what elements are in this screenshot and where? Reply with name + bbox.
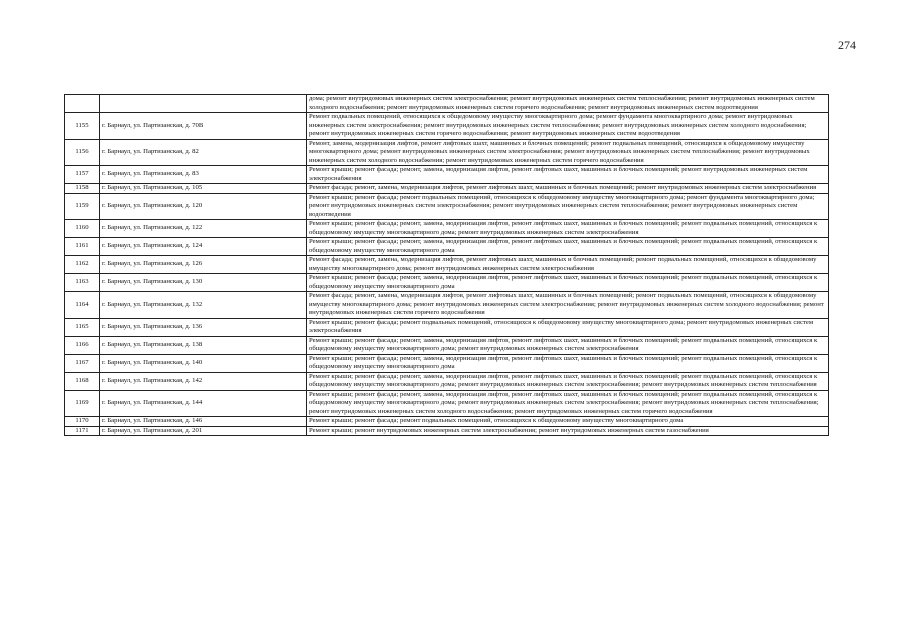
row-address: г. Барнаул, ул. Партизанская, д. 70В: [100, 113, 307, 140]
row-address: г. Барнаул, ул. Партизанская, д. 132: [100, 292, 307, 319]
row-address: г. Барнаул, ул. Партизанская, д. 140: [100, 354, 307, 372]
row-address: г. Барнаул, ул. Партизанская, д. 138: [100, 336, 307, 354]
row-address: г. Барнаул, ул. Партизанская, д. 82: [100, 139, 307, 166]
row-address: г. Барнаул, ул. Партизанская, д. 105: [100, 184, 307, 194]
row-number: 1169: [65, 390, 100, 417]
table-row: [65, 417, 829, 427]
table-row: [65, 426, 829, 436]
row-address: г. Барнаул, ул. Партизанская, д. 130: [100, 274, 307, 292]
document-table-container: [64, 94, 829, 436]
row-works: Ремонт крыши; ремонт фасада; ремонт, замена, модернизация лифтов, ремонт лифтовых шахт, машинных и блочных помещений; ремонт подвальных помещений, относящихся к общедомовому имуществу многоквартирного дома: [307, 354, 829, 372]
row-number: 1157: [65, 166, 100, 184]
table-row: [65, 390, 829, 417]
row-number: 1165: [65, 318, 100, 336]
row-number: 1162: [65, 256, 100, 274]
row-number: 1167: [65, 354, 100, 372]
table-row: [65, 193, 829, 220]
table-body: [65, 95, 829, 436]
row-works: Ремонт фасада; ремонт, замена, модернизация лифтов, ремонт лифтовых шахт, машинных и блочных помещений; ремонт внутридомовых инженерных систем электроснабжения: [307, 184, 829, 194]
row-address: г. Барнаул, ул. Партизанская, д. 144: [100, 390, 307, 417]
row-address: г. Барнаул, ул. Партизанская, д. 126: [100, 256, 307, 274]
row-works: Ремонт крыши; ремонт фасада; ремонт, замена, модернизация лифтов, ремонт лифтовых шахт, машинных и блочных помещений; ремонт подвальных помещений, относящихся к общедомовому имуществу многоквартирного дома; ремонт внутридомовых инженерных систем электроснабжения: [307, 336, 829, 354]
row-works: Ремонт крыши; ремонт внутридомовых инженерных систем электроснабжения; ремонт внутридомовых инженерных систем газоснабжения: [307, 426, 829, 436]
row-works: Ремонт фасада; ремонт, замена, модернизация лифтов, ремонт лифтовых шахт, машинных и блочных помещений; ремонт подвальных помещений, относящихся к общедомовому имуществу многоквартирного дома; ремонт внутридомовых инженерных систем электроснабжения: [307, 256, 829, 274]
row-works: Ремонт подвальных помещений, относящихся к общедомовому имуществу многоквартирного дома; ремонт фундамента многоквартирного дома; ремонт внутридомовых инженерных систем электроснабжения; ремонт внутридомовых инженерных систем теплоснабжения; ремонт внутридомовых инженерных систем холодного водоснабжения; ремонт внутридомовых инженерных систем горячего водоснабжения; ремонт внутридомовых инженерных систем водоотведения: [307, 113, 829, 140]
row-address: г. Барнаул, ул. Партизанская, д. 201: [100, 426, 307, 436]
table-row: [65, 274, 829, 292]
table-row: [65, 139, 829, 166]
row-number: 1168: [65, 372, 100, 390]
row-address: г. Барнаул, ул. Партизанская, д. 120: [100, 193, 307, 220]
row-works: дома; ремонт внутридомовых инженерных систем электроснабжения; ремонт внутридомовых инженерных систем теплоснабжения; ремонт внутридомовых инженерных систем холодного водоснабжения; ремонт внутридомовых инженерных систем горячего водоснабжения; ремонт внутридомовых инженерных систем водоотведения: [307, 95, 829, 113]
row-number: 1163: [65, 274, 100, 292]
row-address: г. Барнаул, ул. Партизанская, д. 122: [100, 220, 307, 238]
row-works: Ремонт крыши; ремонт фасада; ремонт подвальных помещений, относящихся к общедомовому имуществу многоквартирного дома; ремонт фундамента многоквартирного дома; ремонт внутридомовых инженерных систем электроснабжения; ремонт внутридомовых инженерных систем теплоснабжения; ремонт внутридомовых инженерных систем водоотведения: [307, 193, 829, 220]
row-works: Ремонт, замена, модернизация лифтов, ремонт лифтовых шахт, машинных и блочных помещений; ремонт подвальных помещений, относящихся к общедомовому имуществу многоквартирного дома; ремонт внутридомовых инженерных систем электроснабжения; ремонт внутридомовых инженерных систем теплоснабжения; ремонт внутридомовых инженерных систем холодного водоснабжения; ремонт внутридомовых инженерных систем горячего водоснабжения: [307, 139, 829, 166]
row-number: [65, 95, 100, 113]
table-row: [65, 354, 829, 372]
table-row: [65, 113, 829, 140]
table-row: [65, 292, 829, 319]
row-number: 1160: [65, 220, 100, 238]
row-works: Ремонт крыши; ремонт фасада; ремонт, замена, модернизация лифтов, ремонт лифтовых шахт, машинных и блочных помещений; ремонт подвальных помещений, относящихся к общедомовому имуществу многоквартирного дома: [307, 274, 829, 292]
table-row: [65, 220, 829, 238]
row-address: [100, 95, 307, 113]
table-row: [65, 372, 829, 390]
table-row: [65, 238, 829, 256]
table-row: [65, 166, 829, 184]
row-number: 1156: [65, 139, 100, 166]
row-address: г. Барнаул, ул. Партизанская, д. 136: [100, 318, 307, 336]
row-works: Ремонт крыши; ремонт фасада; ремонт, замена, модернизация лифтов, ремонт лифтовых шахт, машинных и блочных помещений; ремонт подвальных помещений, относящихся к общедомовому имуществу многоквартирного дома; ремонт внутридомовых инженерных систем электроснабжения; ремонт внутридомовых инженерных систем теплоснабжения; ремонт внутридомовых инженерных систем холодного водоснабжения; ремонт внутридомовых инженерных систем горячего водоснабжения: [307, 390, 829, 417]
row-address: г. Барнаул, ул. Партизанская, д. 83: [100, 166, 307, 184]
row-address: г. Барнаул, ул. Партизанская, д. 142: [100, 372, 307, 390]
row-works: Ремонт крыши; ремонт фасада; ремонт, замена, модернизация лифтов, ремонт лифтовых шахт, машинных и блочных помещений; ремонт внутридомовых инженерных систем электроснабжения: [307, 166, 829, 184]
table-row: [65, 184, 829, 194]
row-address: г. Барнаул, ул. Партизанская, д. 124: [100, 238, 307, 256]
repair-works-table: [64, 94, 829, 436]
row-number: 1170: [65, 417, 100, 427]
row-works: Ремонт фасада; ремонт, замена, модернизация лифтов, ремонт лифтовых шахт, машинных и блочных помещений; ремонт подвальных помещений, относящихся к общедомовому имуществу многоквартирного дома; ремонт внутридомовых инженерных систем электроснабжения; ремонт внутридомовых инженерных систем холодного водоснабжения; ремонт внутридомовых инженерных систем горячего водоснабжения: [307, 292, 829, 319]
row-number: 1158: [65, 184, 100, 194]
row-number: 1164: [65, 292, 100, 319]
row-works: Ремонт крыши; ремонт фасада; ремонт подвальных помещений, относящихся к общедомовому имуществу многоквартирного дома: [307, 417, 829, 427]
row-works: Ремонт крыши; ремонт фасада; ремонт, замена, модернизация лифтов, ремонт лифтовых шахт, машинных и блочных помещений; ремонт подвальных помещений, относящихся к общедомовому имуществу многоквартирного дома; ремонт внутридомовых инженерных систем электроснабжения: [307, 220, 829, 238]
page-number: 274: [838, 38, 856, 52]
row-works: Ремонт крыши; ремонт фасада; ремонт подвальных помещений, относящихся к общедомовому имуществу многоквартирного дома; ремонт внутридомовых инженерных систем электроснабжения: [307, 318, 829, 336]
row-number: 1159: [65, 193, 100, 220]
row-number: 1161: [65, 238, 100, 256]
row-works: Ремонт крыши; ремонт фасада; ремонт, замена, модернизация лифтов, ремонт лифтовых шахт, машинных и блочных помещений; ремонт подвальных помещений, относящихся к общедомовому имуществу многоквартирного дома; ремонт внутридомовых инженерных систем электроснабжения; ремонт внутридомовых инженерных систем теплоснабжения: [307, 372, 829, 390]
row-number: 1171: [65, 426, 100, 436]
table-row: [65, 95, 829, 113]
table-row: [65, 336, 829, 354]
row-number: 1166: [65, 336, 100, 354]
table-row: [65, 256, 829, 274]
table-row: [65, 318, 829, 336]
row-number: 1155: [65, 113, 100, 140]
row-works: Ремонт крыши; ремонт фасада; ремонт, замена, модернизация лифтов, ремонт лифтовых шахт, машинных и блочных помещений; ремонт подвальных помещений, относящихся к общедомовому имуществу многоквартирного дома: [307, 238, 829, 256]
row-address: г. Барнаул, ул. Партизанская, д. 146: [100, 417, 307, 427]
